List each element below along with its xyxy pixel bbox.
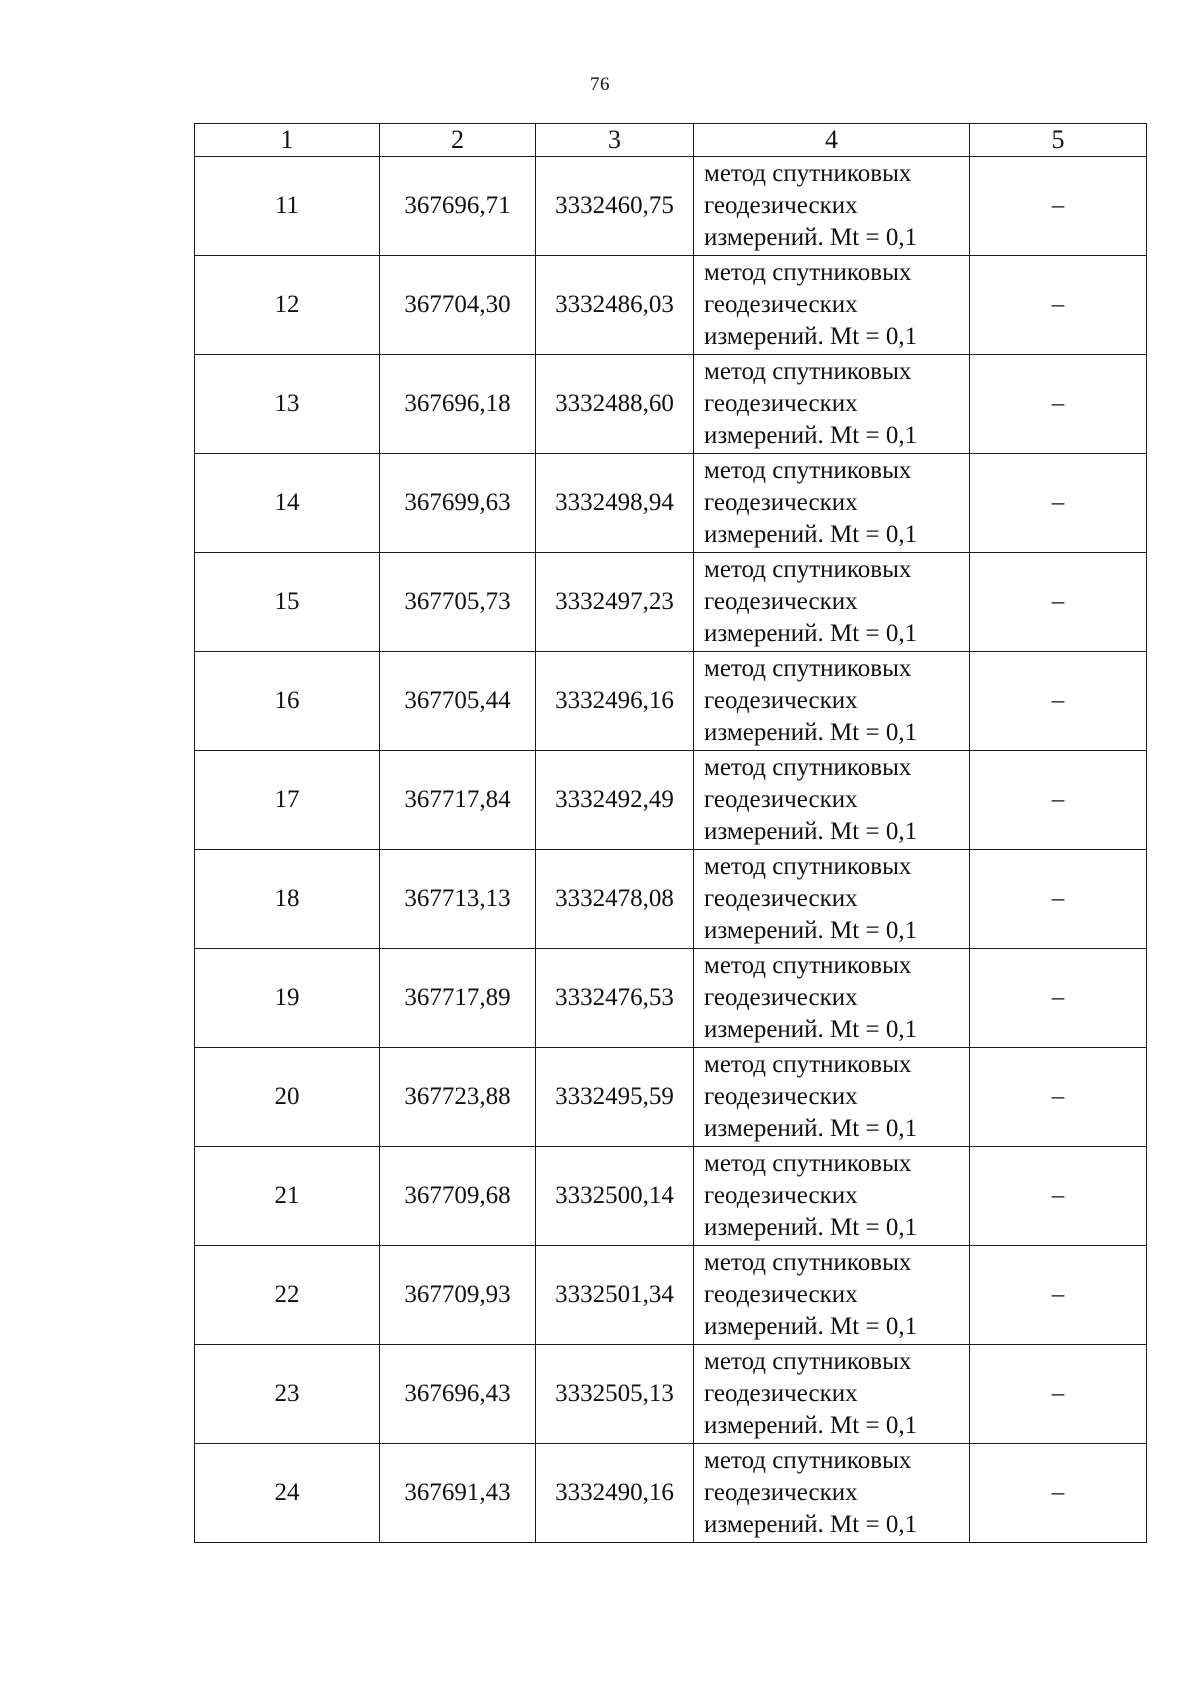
description-cell: – bbox=[970, 355, 1147, 454]
method-line: измерений. Mt = 0,1 bbox=[704, 818, 918, 845]
method-cell bbox=[694, 1048, 970, 1147]
table-row bbox=[195, 553, 1147, 652]
point-number-cell: 18 bbox=[195, 850, 380, 949]
method-cell bbox=[694, 652, 970, 751]
method-line: измерений. Mt = 0,1 bbox=[704, 1412, 918, 1439]
header-col-1: 1 bbox=[195, 124, 380, 157]
method-line: метод спутниковых bbox=[704, 1249, 912, 1276]
y-coordinate-cell: 3332505,13 bbox=[536, 1345, 694, 1444]
description-cell: – bbox=[970, 850, 1147, 949]
method-line: измерений. Mt = 0,1 bbox=[704, 521, 918, 548]
table-row bbox=[195, 751, 1147, 850]
method-line: геодезических bbox=[704, 1380, 858, 1407]
description-cell: – bbox=[970, 652, 1147, 751]
point-number-cell: 12 bbox=[195, 256, 380, 355]
point-number-cell: 11 bbox=[195, 157, 380, 256]
method-line: геодезических bbox=[704, 885, 858, 912]
table-body bbox=[195, 157, 1147, 1543]
point-number-cell: 24 bbox=[195, 1444, 380, 1543]
table-row bbox=[195, 1444, 1147, 1543]
point-number-cell: 23 bbox=[195, 1345, 380, 1444]
y-coordinate-cell: 3332497,23 bbox=[536, 553, 694, 652]
method-line: измерений. Mt = 0,1 bbox=[704, 224, 918, 251]
method-line: метод спутниковых bbox=[704, 1051, 912, 1078]
point-number-cell: 21 bbox=[195, 1147, 380, 1246]
method-line: геодезических bbox=[704, 489, 858, 516]
x-coordinate-cell: 367696,18 bbox=[380, 355, 536, 454]
point-number-cell: 17 bbox=[195, 751, 380, 850]
y-coordinate-cell: 3332460,75 bbox=[536, 157, 694, 256]
header-row bbox=[195, 124, 1147, 157]
y-coordinate-cell: 3332501,34 bbox=[536, 1246, 694, 1345]
method-cell bbox=[694, 949, 970, 1048]
method-line: геодезических bbox=[704, 984, 858, 1011]
method-line: метод спутниковых bbox=[704, 358, 912, 385]
y-coordinate-cell: 3332500,14 bbox=[536, 1147, 694, 1246]
x-coordinate-cell: 367691,43 bbox=[380, 1444, 536, 1543]
description-cell: – bbox=[970, 553, 1147, 652]
method-line: измерений. Mt = 0,1 bbox=[704, 1511, 918, 1538]
table-row bbox=[195, 1048, 1147, 1147]
point-number-cell: 13 bbox=[195, 355, 380, 454]
method-line: геодезических bbox=[704, 687, 858, 714]
method-cell bbox=[694, 157, 970, 256]
method-line: геодезических bbox=[704, 390, 858, 417]
x-coordinate-cell: 367696,71 bbox=[380, 157, 536, 256]
description-cell: – bbox=[970, 1246, 1147, 1345]
method-line: измерений. Mt = 0,1 bbox=[704, 1115, 918, 1142]
table-row bbox=[195, 355, 1147, 454]
page-number: 76 bbox=[590, 74, 610, 95]
point-number-cell: 22 bbox=[195, 1246, 380, 1345]
x-coordinate-cell: 367717,84 bbox=[380, 751, 536, 850]
method-cell bbox=[694, 553, 970, 652]
description-cell: – bbox=[970, 256, 1147, 355]
table-row bbox=[195, 256, 1147, 355]
method-line: метод спутниковых bbox=[704, 259, 912, 286]
y-coordinate-cell: 3332488,60 bbox=[536, 355, 694, 454]
method-cell bbox=[694, 751, 970, 850]
method-cell bbox=[694, 355, 970, 454]
method-line: метод спутниковых bbox=[704, 1447, 912, 1474]
description-cell: – bbox=[970, 454, 1147, 553]
method-line: геодезических bbox=[704, 786, 858, 813]
x-coordinate-cell: 367705,73 bbox=[380, 553, 536, 652]
method-cell bbox=[694, 1147, 970, 1246]
point-number-cell: 19 bbox=[195, 949, 380, 1048]
header-col-2: 2 bbox=[380, 124, 536, 157]
method-line: измерений. Mt = 0,1 bbox=[704, 1214, 918, 1241]
coordinates-table bbox=[194, 123, 1147, 1543]
method-line: метод спутниковых bbox=[704, 1348, 912, 1375]
point-number-cell: 20 bbox=[195, 1048, 380, 1147]
table-row bbox=[195, 1246, 1147, 1345]
header-col-3: 3 bbox=[536, 124, 694, 157]
method-line: измерений. Mt = 0,1 bbox=[704, 917, 918, 944]
x-coordinate-cell: 367723,88 bbox=[380, 1048, 536, 1147]
method-line: метод спутниковых bbox=[704, 952, 912, 979]
y-coordinate-cell: 3332492,49 bbox=[536, 751, 694, 850]
y-coordinate-cell: 3332495,59 bbox=[536, 1048, 694, 1147]
x-coordinate-cell: 367709,93 bbox=[380, 1246, 536, 1345]
table-header bbox=[195, 124, 1147, 157]
x-coordinate-cell: 367717,89 bbox=[380, 949, 536, 1048]
method-line: метод спутниковых bbox=[704, 1150, 912, 1177]
description-cell: – bbox=[970, 1048, 1147, 1147]
method-cell bbox=[694, 454, 970, 553]
method-cell bbox=[694, 1246, 970, 1345]
y-coordinate-cell: 3332478,08 bbox=[536, 850, 694, 949]
y-coordinate-cell: 3332476,53 bbox=[536, 949, 694, 1048]
y-coordinate-cell: 3332490,16 bbox=[536, 1444, 694, 1543]
method-line: измерений. Mt = 0,1 bbox=[704, 323, 918, 350]
method-line: метод спутниковых bbox=[704, 457, 912, 484]
method-line: геодезических bbox=[704, 192, 858, 219]
header-col-5: 5 bbox=[970, 124, 1147, 157]
description-cell: – bbox=[970, 1444, 1147, 1543]
method-cell bbox=[694, 850, 970, 949]
x-coordinate-cell: 367699,63 bbox=[380, 454, 536, 553]
method-line: измерений. Mt = 0,1 bbox=[704, 719, 918, 746]
method-line: метод спутниковых bbox=[704, 160, 912, 187]
method-line: геодезических bbox=[704, 1182, 858, 1209]
x-coordinate-cell: 367696,43 bbox=[380, 1345, 536, 1444]
method-line: геодезических bbox=[704, 588, 858, 615]
point-number-cell: 14 bbox=[195, 454, 380, 553]
method-line: метод спутниковых bbox=[704, 754, 912, 781]
method-line: геодезических bbox=[704, 291, 858, 318]
method-line: геодезических bbox=[704, 1083, 858, 1110]
header-col-4: 4 bbox=[694, 124, 970, 157]
table-row bbox=[195, 454, 1147, 553]
point-number-cell: 16 bbox=[195, 652, 380, 751]
method-line: геодезических bbox=[704, 1479, 858, 1506]
table-row bbox=[195, 850, 1147, 949]
method-line: метод спутниковых bbox=[704, 853, 912, 880]
x-coordinate-cell: 367705,44 bbox=[380, 652, 536, 751]
method-cell bbox=[694, 1345, 970, 1444]
method-line: измерений. Mt = 0,1 bbox=[704, 1016, 918, 1043]
table-row bbox=[195, 1345, 1147, 1444]
description-cell: – bbox=[970, 949, 1147, 1048]
table-row bbox=[195, 1147, 1147, 1246]
description-cell: – bbox=[970, 157, 1147, 256]
coordinates-table-container bbox=[194, 123, 1146, 1543]
method-line: геодезических bbox=[704, 1281, 858, 1308]
point-number-cell: 15 bbox=[195, 553, 380, 652]
y-coordinate-cell: 3332498,94 bbox=[536, 454, 694, 553]
method-line: метод спутниковых bbox=[704, 655, 912, 682]
x-coordinate-cell: 367709,68 bbox=[380, 1147, 536, 1246]
method-cell bbox=[694, 256, 970, 355]
method-line: измерений. Mt = 0,1 bbox=[704, 1313, 918, 1340]
method-line: измерений. Mt = 0,1 bbox=[704, 620, 918, 647]
description-cell: – bbox=[970, 751, 1147, 850]
description-cell: – bbox=[970, 1147, 1147, 1246]
y-coordinate-cell: 3332496,16 bbox=[536, 652, 694, 751]
x-coordinate-cell: 367713,13 bbox=[380, 850, 536, 949]
table-row bbox=[195, 157, 1147, 256]
x-coordinate-cell: 367704,30 bbox=[380, 256, 536, 355]
description-cell: – bbox=[970, 1345, 1147, 1444]
table-row bbox=[195, 652, 1147, 751]
method-line: измерений. Mt = 0,1 bbox=[704, 422, 918, 449]
method-line: метод спутниковых bbox=[704, 556, 912, 583]
table-row bbox=[195, 949, 1147, 1048]
method-cell bbox=[694, 1444, 970, 1543]
y-coordinate-cell: 3332486,03 bbox=[536, 256, 694, 355]
